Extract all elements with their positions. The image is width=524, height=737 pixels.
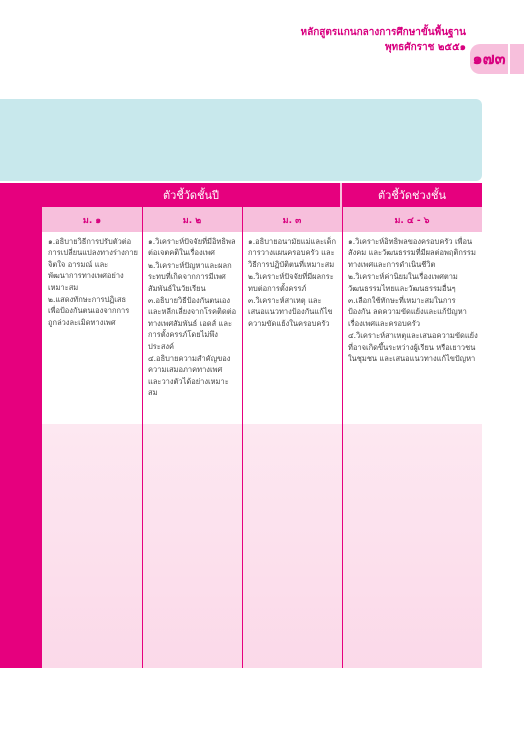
list-item: ๒.วิเคราะห์ปัญหาและผลกระทบที่เกิดจากการมีเพศสัมพันธ์ในวัยเรียน xyxy=(148,260,232,293)
header-title: หลักสูตรแกนกลางการศึกษาขั้นพื้นฐาน xyxy=(300,27,466,38)
column-divider xyxy=(242,207,243,668)
indicators-m2 xyxy=(148,236,238,400)
header-year: พุทธศักราช ๒๕๕๑ xyxy=(384,42,466,53)
range-indicators-heading: ตัวชี้วัดช่วงชั้น xyxy=(377,189,447,202)
grade-m3: ม. ๓ xyxy=(282,215,302,226)
list-item: ๒.วิเคราะห์ปัจจัยที่มีผลกระทบต่อการตั้งครรภ์ xyxy=(248,272,334,293)
indicators-m4-6 xyxy=(348,236,478,365)
grade-indicators-heading: ตัวชี้วัดชั้นปี xyxy=(162,189,220,202)
list-item: ๔.วิเคราะห์สาเหตุและเสนอความขัดแย้งที่อาจเกิดขึ้นระหว่างผู้เรียน หรือเยาวชนในชุมชน และเสนอแนวทางแก้ไขปัญหา xyxy=(348,331,478,364)
list-item: ๓.วิเคราะห์สาเหตุ และเสนอแนวทางป้องกันแก้ไข ความขัดแย้งในครอบครัว xyxy=(248,296,333,328)
list-item: ๔.อธิบายความสำคัญของความเสมอภาคทางเพศ และวางตัวได้อย่างเหมาะสม xyxy=(148,354,231,398)
page-number: ๑๗๓ xyxy=(470,44,508,74)
list-item: ๑.วิเคราะห์ปัจจัยที่มีอิทธิพลต่อเจตคติในเรื่องเพศ xyxy=(148,237,236,258)
list-item: ๓.อธิบายวิธีป้องกันตนเองและหลีกเลี่ยงจากโรคติดต่อทางเพศสัมพันธ์ เอดส์ และการตั้งครรภ์โดยไม่พึงประสงค์ xyxy=(148,296,237,351)
left-band xyxy=(0,183,42,668)
grade-m4-6: ม. ๔ - ๖ xyxy=(394,215,430,226)
list-item: ๑.อธิบายวิธีการปรับตัวต่อการเปลี่ยนแปลงทางร่างกาย จิตใจ อารมณ์ และพัฒนาการทางเพศอย่างเหมาะสม xyxy=(48,237,138,292)
list-item: ๒.แสดงทักษะการปฏิเสธเพื่อป้องกันตนเองจากการถูกล่วงละเมิดทางเพศ xyxy=(48,295,130,327)
list-item: ๑.วิเคราะห์อิทธิพลของครอบครัว เพื่อน สังคม และวัฒนธรรมที่มีผลต่อพฤติกรรมทางเพศและการดำเนินชีวิต xyxy=(348,237,476,269)
grade-m1: ม. ๑ xyxy=(82,215,102,226)
column-divider xyxy=(342,207,343,668)
info-box xyxy=(0,99,482,181)
indicators-m3 xyxy=(248,236,338,330)
column-divider xyxy=(142,207,143,668)
indicators-m1 xyxy=(48,236,138,329)
grade-m2: ม. ๒ xyxy=(182,215,202,226)
page-tab xyxy=(510,44,524,74)
list-item: ๑.อธิบายอนามัยแม่และเด็ก การวางแผนครอบครัว และวิธีการปฏิบัติตนที่เหมาะสม xyxy=(248,237,336,269)
list-item: ๓.เลือกใช้ทักษะที่เหมาะสมในการป้องกัน ลดความขัดแย้งและแก้ปัญหาเรื่องเพศและครอบครัว xyxy=(348,296,467,328)
list-item: ๒.วิเคราะห์ค่านิยมในเรื่องเพศตามวัฒนธรรมไทยและวัฒนธรรมอื่นๆ xyxy=(348,272,458,293)
